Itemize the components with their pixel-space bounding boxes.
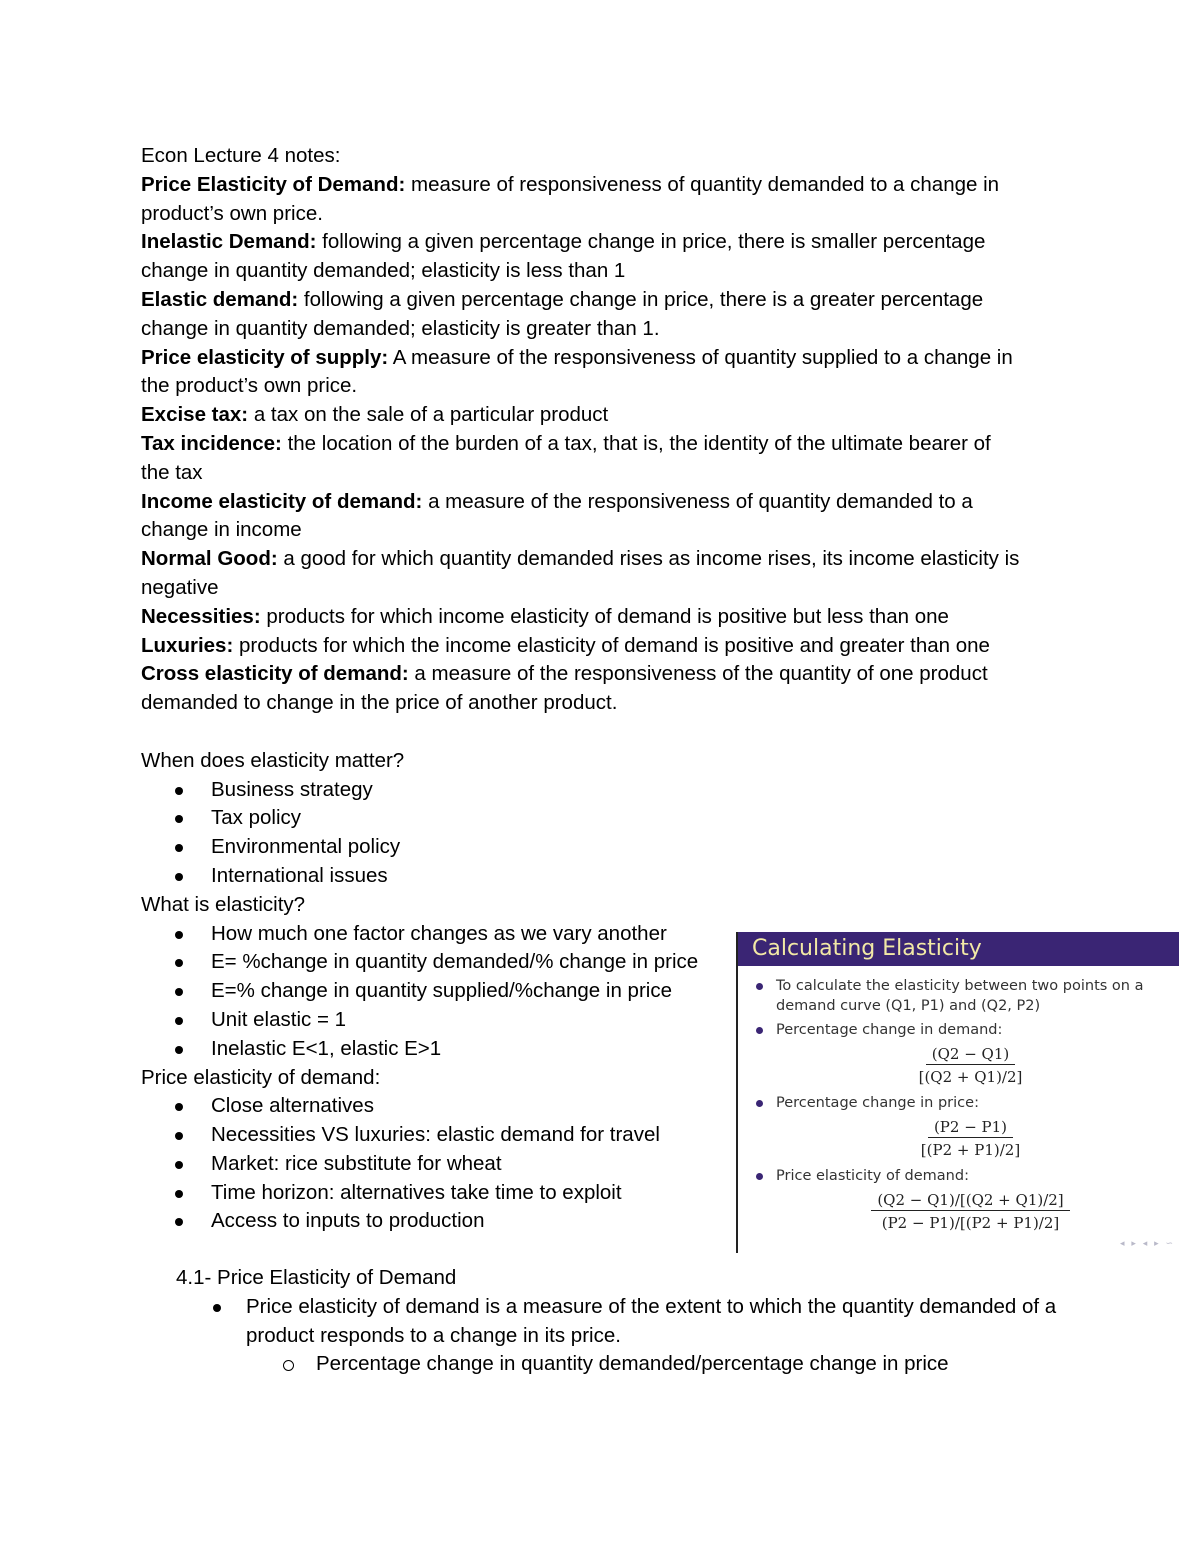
list-item: Close alternatives bbox=[141, 1092, 1071, 1121]
definition-term: Normal Good: bbox=[141, 547, 278, 571]
definition bbox=[141, 344, 1071, 402]
definition bbox=[141, 545, 1071, 603]
definition-term: Elastic demand: bbox=[141, 287, 299, 311]
definition-text: change in quantity demanded; elasticity is greater than 1. bbox=[141, 316, 660, 340]
section-heading: When does elasticity matter? bbox=[141, 748, 405, 772]
definition-term: Income elasticity of demand: bbox=[141, 489, 423, 513]
list-item: Access to inputs to production bbox=[141, 1207, 1071, 1236]
list-item: How much one factor changes as we vary another bbox=[141, 920, 1071, 949]
definition-text: following a given percentage change in price, there is a greater percentage bbox=[298, 287, 984, 311]
definition-text: a measure of the responsiveness of the quantity of one product bbox=[408, 662, 988, 686]
sub-list bbox=[246, 1350, 1076, 1379]
formula-demand-change bbox=[776, 1044, 1165, 1087]
definition-text: the tax bbox=[141, 460, 203, 484]
list-item: E=% change in quantity supplied/%change in price bbox=[141, 977, 1071, 1006]
slide-image bbox=[736, 932, 1179, 1253]
section-heading: Price elasticity of demand: bbox=[141, 1065, 381, 1089]
sub-list-item: Percentage change in quantity demanded/percentage change in price bbox=[246, 1350, 1076, 1379]
list-item: International issues bbox=[141, 862, 1071, 891]
definition-text: following a given percentage change in price, there is smaller percentage bbox=[316, 230, 986, 254]
definition-term: Inelastic Demand: bbox=[141, 230, 317, 254]
definition-text: the product’s own price. bbox=[141, 374, 358, 398]
list-item-text: Price elasticity of demand is a measure of the extent to which the quantity demanded of a product responds to a change in its price. bbox=[246, 1294, 1057, 1347]
definition-term: Price elasticity of supply: bbox=[141, 345, 389, 369]
definition bbox=[141, 228, 1071, 286]
definition-text: change in income bbox=[141, 518, 302, 542]
list-item: E= %change in quantity demanded/% change in price bbox=[141, 948, 1071, 977]
slide-nav-icons: ◂ ▸ ◂ ▸ ∽ bbox=[1119, 1239, 1175, 1249]
formula-price-change bbox=[776, 1117, 1165, 1160]
definition bbox=[141, 660, 1071, 718]
definitions-block bbox=[141, 171, 1071, 718]
formula-denominator: [(Q2 + Q1)/2] bbox=[918, 1068, 1023, 1086]
list-item: Environmental policy bbox=[141, 833, 1071, 862]
section-heading: 4.1- Price Elasticity of Demand bbox=[176, 1266, 457, 1289]
formula-denominator: [(P2 + P1)/2] bbox=[920, 1141, 1021, 1159]
definition-text: change in quantity demanded; elasticity is less than 1 bbox=[141, 259, 626, 283]
definition-text: A measure of the responsiveness of quantity supplied to a change in bbox=[388, 345, 1013, 369]
definition-text: a measure of the responsiveness of quantity demanded to a bbox=[422, 489, 973, 513]
definition-term: Price Elasticity of Demand: bbox=[141, 172, 406, 196]
slide-bullet: Percentage change in price: bbox=[776, 1093, 1165, 1113]
definition bbox=[141, 401, 1071, 430]
formula-denominator: (P2 − P1)/[(P2 + P1)/2] bbox=[881, 1214, 1060, 1232]
section-heading: What is elasticity? bbox=[141, 892, 306, 916]
list-item: Market: rice substitute for wheat bbox=[141, 1150, 1071, 1179]
section-4-1 bbox=[176, 1264, 1076, 1379]
definition-term: Necessities: bbox=[141, 604, 261, 628]
slide-body bbox=[738, 966, 1179, 1233]
list-item: Inelastic E<1, elastic E>1 bbox=[141, 1035, 1071, 1064]
definition bbox=[141, 488, 1071, 546]
list-item bbox=[176, 1293, 1076, 1379]
slide-bullet: To calculate the elasticity between two points on a demand curve (Q1, P1) and (Q2, P2) bbox=[776, 976, 1165, 1016]
definition bbox=[141, 171, 1071, 229]
bullet-list bbox=[176, 1293, 1076, 1379]
definition-text: products for which income elasticity of demand is positive but less than one bbox=[260, 604, 949, 628]
definition-text: demanded to change in the price of another product. bbox=[141, 691, 618, 715]
definition-text: a tax on the sale of a particular product bbox=[248, 403, 609, 427]
definition-term: Tax incidence: bbox=[141, 431, 282, 455]
definition-term: Cross elasticity of demand: bbox=[141, 662, 409, 686]
definition-text: a good for which quantity demanded rises as income rises, its income elasticity is bbox=[277, 547, 1020, 571]
definition-text: negative bbox=[141, 575, 219, 599]
list-item: Tax policy bbox=[141, 804, 1071, 833]
bullet-list bbox=[141, 776, 1071, 891]
definition-text: the location of the burden of a tax, that is, the identity of the ultimate bearer of bbox=[281, 431, 991, 455]
definition-term: Luxuries: bbox=[141, 633, 234, 657]
formula-numerator: (P2 − P1) bbox=[928, 1117, 1013, 1138]
slide-title: Calculating Elasticity bbox=[738, 932, 1179, 966]
definition-text: measure of responsiveness of quantity demanded to a change in bbox=[405, 172, 1000, 196]
list-item: Business strategy bbox=[141, 776, 1071, 805]
slide-bullet: Price elasticity of demand: bbox=[776, 1166, 1165, 1186]
definition-text: product’s own price. bbox=[141, 201, 323, 225]
list-item: Necessities VS luxuries: elastic demand for travel bbox=[141, 1121, 1071, 1150]
definition bbox=[141, 603, 1071, 632]
formula-elasticity bbox=[776, 1190, 1165, 1233]
list-item: Time horizon: alternatives take time to exploit bbox=[141, 1179, 1071, 1208]
definition-term: Excise tax: bbox=[141, 403, 249, 427]
definition bbox=[141, 430, 1071, 488]
document-title: Econ Lecture 4 notes: bbox=[141, 144, 341, 167]
list-item: Unit elastic = 1 bbox=[141, 1006, 1071, 1035]
formula-numerator: (Q2 − Q1)/[(Q2 + Q1)/2] bbox=[871, 1190, 1069, 1211]
slide-bullet: Percentage change in demand: bbox=[776, 1020, 1165, 1040]
definition bbox=[141, 632, 1071, 661]
definition bbox=[141, 286, 1071, 344]
definition-text: products for which the income elasticity of demand is positive and greater than one bbox=[233, 633, 990, 657]
formula-numerator: (Q2 − Q1) bbox=[926, 1044, 1016, 1065]
